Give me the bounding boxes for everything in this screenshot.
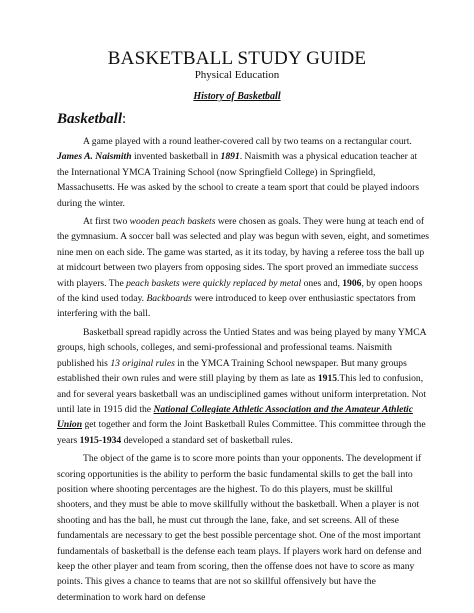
paragraph bbox=[57, 451, 429, 605]
text-run: , by open hoops of the kind used today. bbox=[57, 277, 423, 305]
topic-heading-colon: : bbox=[122, 111, 127, 127]
paragraph bbox=[57, 325, 429, 448]
text-run: wooden peach baskets bbox=[129, 216, 216, 228]
body-text bbox=[57, 134, 429, 608]
text-run: 1915-1934 bbox=[79, 434, 122, 446]
text-run: Basketball spread rapidly across the Untied States and was being played by many YMCA groups, high schools, colleges, and semi-professional and professional teams. Naismith published his bbox=[57, 326, 427, 369]
section-heading: History of Basketball bbox=[193, 91, 281, 102]
text-run: invented basketball in bbox=[131, 151, 221, 163]
text-run: developed a standard set of basketball rules. bbox=[121, 434, 293, 446]
document-subtitle: Physical Education bbox=[194, 69, 280, 81]
text-run: 1891 bbox=[220, 151, 240, 163]
paragraph bbox=[57, 134, 429, 211]
text-run: 1906 bbox=[342, 277, 362, 289]
topic-heading-text: Basketball bbox=[57, 111, 123, 127]
text-run: get together and form the Joint Basketball Rules Committee. This committee through the years bbox=[57, 419, 426, 446]
text-run: ones and, bbox=[301, 277, 343, 289]
text-run: in the YMCA Training School newspaper. But many groups established their own rules and were still playing by them as late as bbox=[57, 357, 407, 385]
text-run: 1915 bbox=[317, 373, 338, 385]
text-run: The object of the game is to score more points than your opponents. The development if scoring opportunities is the ability to perform the basic fundamental skills to get the ball into position where shooting percentages are the highest. To do this players, must be skillful shooters, and they must be able to move skillfully without the basketball. When a player is not shooting and has the ball, he must cut through the lane, fake, and set screens. All of these fundamentals are necessary to get the best possible percentage shot. One of the most important fundamentals of basketball is the defense each team plays. If players work hard on defense and keep the other player and team from scoring, then the offense does not have to score as many points. This gives a chance to teams that are not so skillful offensively but have the determination to work hard on defense bbox=[57, 453, 422, 603]
text-run: peach baskets were quickly replaced by metal bbox=[126, 277, 302, 289]
paragraph bbox=[57, 214, 429, 322]
text-run: At first two bbox=[83, 216, 130, 228]
text-run: were introduced to keep over enthusiastic spectators from interfering with the ball. bbox=[57, 293, 416, 320]
text-run: National Collegiate Athletic Association and the Amateur Athletic Union bbox=[57, 403, 413, 431]
text-run: Backboards bbox=[146, 293, 192, 305]
text-run: A game played with a round leather-covered call by two teams on a rectangular court. bbox=[83, 136, 412, 147]
text-run: . Naismith was a physical education teacher at the International YMCA Training School (now Springfield College) in Springfield, Massachusetts. He was asked by the school to create a team sport that could be played indoors during the winter. bbox=[57, 151, 420, 209]
text-run: were chosen as goals. They were hung at teach end of the gymnasium. A soccer ball was selected and play was begun with seven, eight, and sometimes nine men on each side. The game was started, as it its today, by having a referee toss the ball up at midcourt between two players from opposing sides. The sport proved an immediate success with players. The bbox=[57, 216, 429, 289]
text-run: .This led to confusion, and for several years basketball was an undisciplined games without uniform interpretation. Not until late in 1915 did the bbox=[57, 373, 426, 415]
document-title: BASKETBALL STUDY GUIDE bbox=[107, 48, 367, 69]
text-run: James A. Naismith bbox=[57, 151, 132, 163]
text-run: 13 original rules bbox=[110, 357, 175, 369]
topic-heading bbox=[57, 111, 126, 128]
